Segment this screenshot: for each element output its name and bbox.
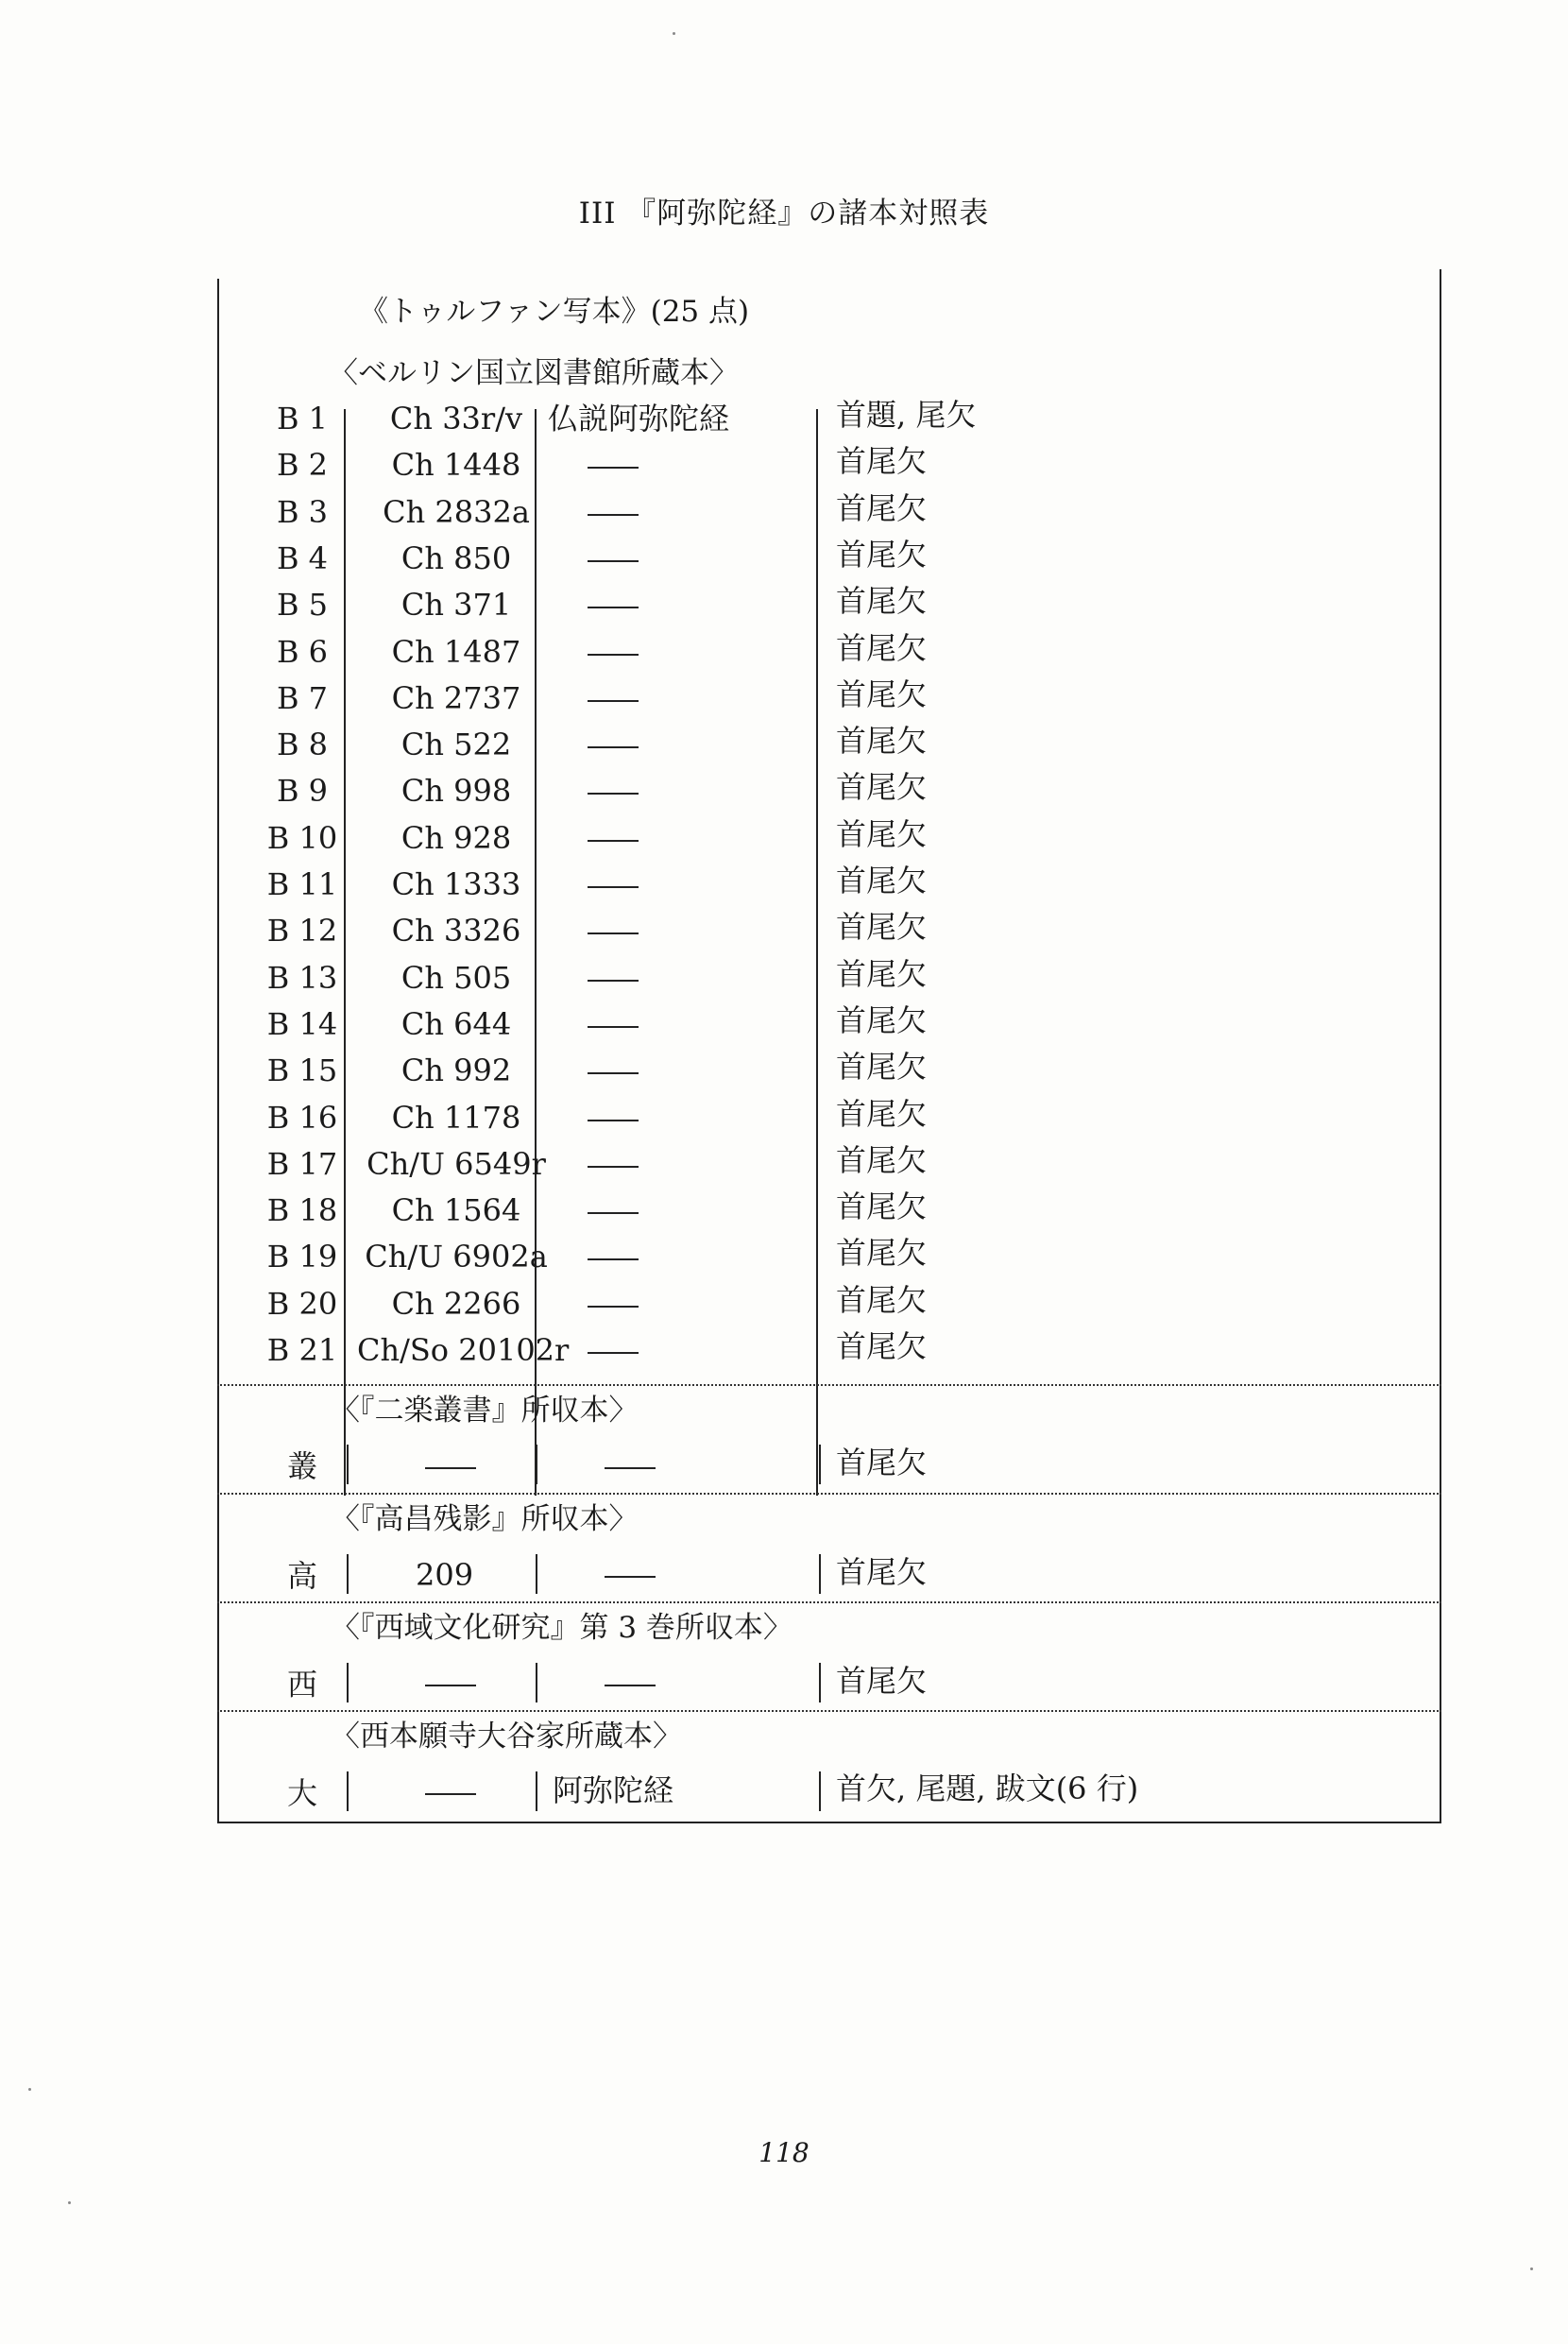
row-id: B 12 xyxy=(266,913,338,950)
row-title: 仏説阿弥陀経 xyxy=(548,401,730,436)
row-catalog-number: Ch 992 xyxy=(401,1052,512,1089)
row-id: B 13 xyxy=(266,959,338,996)
row-id: B 1 xyxy=(276,401,329,436)
group-divider xyxy=(217,1493,1441,1495)
dash-mark xyxy=(588,1166,639,1168)
row-id: B 19 xyxy=(266,1239,338,1275)
dash-mark xyxy=(588,932,639,934)
row-catalog-number: Ch 850 xyxy=(401,539,512,576)
row-id: B 18 xyxy=(266,1192,338,1229)
dash-mark xyxy=(588,793,639,795)
row-catalog-number: Ch 2266 xyxy=(391,1285,521,1322)
row-catalog-number: Ch 998 xyxy=(401,773,512,810)
dash-mark xyxy=(588,840,639,842)
dash-mark xyxy=(605,1576,656,1578)
dash-mark xyxy=(588,886,639,888)
row-id: B 7 xyxy=(276,679,329,716)
row-catalog-number: Ch 33r/v xyxy=(389,401,523,436)
row-id: B 2 xyxy=(276,447,329,484)
row-catalog-number: Ch 522 xyxy=(401,727,512,763)
row-catalog-number: Ch/U 6902a xyxy=(365,1239,548,1275)
row-catalog-number: Ch 3326 xyxy=(391,913,521,950)
row-note: 首尾欠 xyxy=(836,1281,928,1318)
column-separator xyxy=(347,1663,349,1702)
column-separator xyxy=(819,1445,821,1484)
row-note: 首尾欠 xyxy=(836,1235,928,1272)
row-id: B 11 xyxy=(266,866,338,902)
page-number: 118 xyxy=(758,2137,810,2168)
group-number: 209 xyxy=(416,1557,474,1593)
dash-mark xyxy=(588,1026,639,1028)
group-note: 首尾欠 xyxy=(836,1554,928,1590)
group-heading: 〈『二楽叢書』所収本〉 xyxy=(331,1394,639,1428)
group-note: 首欠, 尾題, 跋文(6 行) xyxy=(836,1771,1139,1806)
dash-mark xyxy=(588,654,639,656)
column-separator xyxy=(347,1554,349,1594)
group-heading: 〈『西域文化研究』第 3 巻所収本〉 xyxy=(331,1611,793,1645)
column-separator xyxy=(347,1771,349,1811)
row-note: 首尾欠 xyxy=(836,1049,928,1086)
dash-mark xyxy=(588,1120,639,1121)
row-note: 首尾欠 xyxy=(836,909,928,946)
group-title: 阿弥陀経 xyxy=(553,1772,674,1808)
column-separator xyxy=(347,1445,349,1484)
column-separator xyxy=(536,1554,537,1594)
scan-speck xyxy=(68,2201,71,2204)
row-catalog-number: Ch 1564 xyxy=(391,1192,521,1229)
dash-mark xyxy=(588,1212,639,1214)
table-left-border xyxy=(217,279,219,1823)
dash-mark xyxy=(588,980,639,982)
dash-mark xyxy=(588,1352,639,1354)
dash-mark xyxy=(588,467,639,469)
row-note: 首尾欠 xyxy=(836,1189,928,1225)
scan-speck xyxy=(28,2088,31,2091)
group-note: 首尾欠 xyxy=(836,1445,928,1480)
berlin-heading: 〈ベルリン国立図書館所蔵本〉 xyxy=(329,356,739,390)
group-heading: 〈『高昌残影』所収本〉 xyxy=(331,1502,639,1536)
row-catalog-number: Ch 505 xyxy=(401,959,512,996)
row-note: 首尾欠 xyxy=(836,583,928,620)
dash-mark xyxy=(425,1467,476,1469)
row-id: B 8 xyxy=(276,727,329,763)
row-catalog-number: Ch 2832a xyxy=(383,493,530,530)
group-note: 首尾欠 xyxy=(836,1663,928,1699)
row-id: B 10 xyxy=(266,819,338,856)
row-note: 首尾欠 xyxy=(836,1328,928,1364)
row-id: B 4 xyxy=(276,539,329,576)
column-separator xyxy=(819,1771,821,1811)
row-catalog-number: Ch/U 6549r xyxy=(366,1145,546,1182)
table-bottom-border xyxy=(217,1822,1441,1823)
group-heading: 〈西本願寺大谷家所蔵本〉 xyxy=(331,1720,682,1754)
column-separator xyxy=(536,1445,537,1484)
collation-table xyxy=(227,279,1441,1823)
dash-mark xyxy=(605,1467,656,1469)
row-id: B 17 xyxy=(266,1145,338,1182)
scan-speck xyxy=(1530,2267,1533,2270)
dash-mark xyxy=(588,1306,639,1308)
group-divider xyxy=(217,1710,1441,1712)
row-note: 首尾欠 xyxy=(836,536,928,573)
row-catalog-number: Ch 1448 xyxy=(391,447,521,484)
row-note: 首尾欠 xyxy=(836,1001,928,1038)
scan-speck xyxy=(673,32,675,35)
row-note: 首尾欠 xyxy=(836,955,928,992)
row-note: 首尾欠 xyxy=(836,723,928,760)
group-divider xyxy=(217,1601,1441,1603)
row-id: B 14 xyxy=(266,1005,338,1042)
row-catalog-number: Ch 2737 xyxy=(391,679,521,716)
row-id: B 16 xyxy=(266,1099,338,1136)
row-note: 首尾欠 xyxy=(836,1095,928,1132)
dash-mark xyxy=(588,746,639,748)
row-id: B 21 xyxy=(266,1332,338,1368)
dash-mark xyxy=(588,700,639,702)
row-note: 首尾欠 xyxy=(836,489,928,526)
row-catalog-number: Ch 1333 xyxy=(391,866,521,902)
row-note: 首尾欠 xyxy=(836,769,928,806)
column-separator xyxy=(819,1663,821,1702)
column-separator xyxy=(819,1554,821,1594)
row-catalog-number: Ch 1178 xyxy=(391,1099,521,1136)
row-id: B 5 xyxy=(276,587,329,624)
row-note: 首尾欠 xyxy=(836,676,928,712)
dash-mark xyxy=(588,514,639,516)
row-id: B 15 xyxy=(266,1052,338,1089)
group-divider xyxy=(217,1384,1441,1386)
group-id: 大 xyxy=(286,1775,317,1811)
table-right-border xyxy=(1440,269,1441,1823)
dash-mark xyxy=(588,560,639,562)
group-id: 叢 xyxy=(286,1448,317,1484)
row-catalog-number: Ch 371 xyxy=(401,587,512,624)
dash-mark xyxy=(588,1258,639,1260)
row-id: B 6 xyxy=(276,633,329,670)
page-title: III 『阿弥陀経』の諸本対照表 xyxy=(578,197,990,231)
dash-mark xyxy=(605,1685,656,1686)
row-note: 首尾欠 xyxy=(836,629,928,666)
row-catalog-number: Ch 928 xyxy=(401,819,512,856)
row-note: 首尾欠 xyxy=(836,1141,928,1178)
section-title: 《トゥルファン写本》(25 点) xyxy=(359,295,750,329)
row-catalog-number: Ch 644 xyxy=(401,1005,512,1042)
dash-mark xyxy=(588,1072,639,1074)
dash-mark xyxy=(425,1793,476,1795)
column-separator xyxy=(536,1771,537,1811)
column-separator xyxy=(816,409,818,1496)
column-separator xyxy=(536,1663,537,1702)
row-note: 首尾欠 xyxy=(836,443,928,480)
row-note: 首尾欠 xyxy=(836,815,928,852)
group-id: 西 xyxy=(286,1667,317,1702)
row-note: 首題, 尾欠 xyxy=(836,397,977,433)
group-id: 高 xyxy=(286,1558,317,1594)
row-id: B 3 xyxy=(276,493,329,530)
dash-mark xyxy=(425,1685,476,1686)
row-note: 首尾欠 xyxy=(836,863,928,898)
dash-mark xyxy=(588,607,639,608)
row-id: B 20 xyxy=(266,1285,338,1322)
row-catalog-number: Ch 1487 xyxy=(391,633,521,670)
row-catalog-number: Ch/So 20102r xyxy=(357,1332,570,1368)
row-id: B 9 xyxy=(276,773,329,810)
